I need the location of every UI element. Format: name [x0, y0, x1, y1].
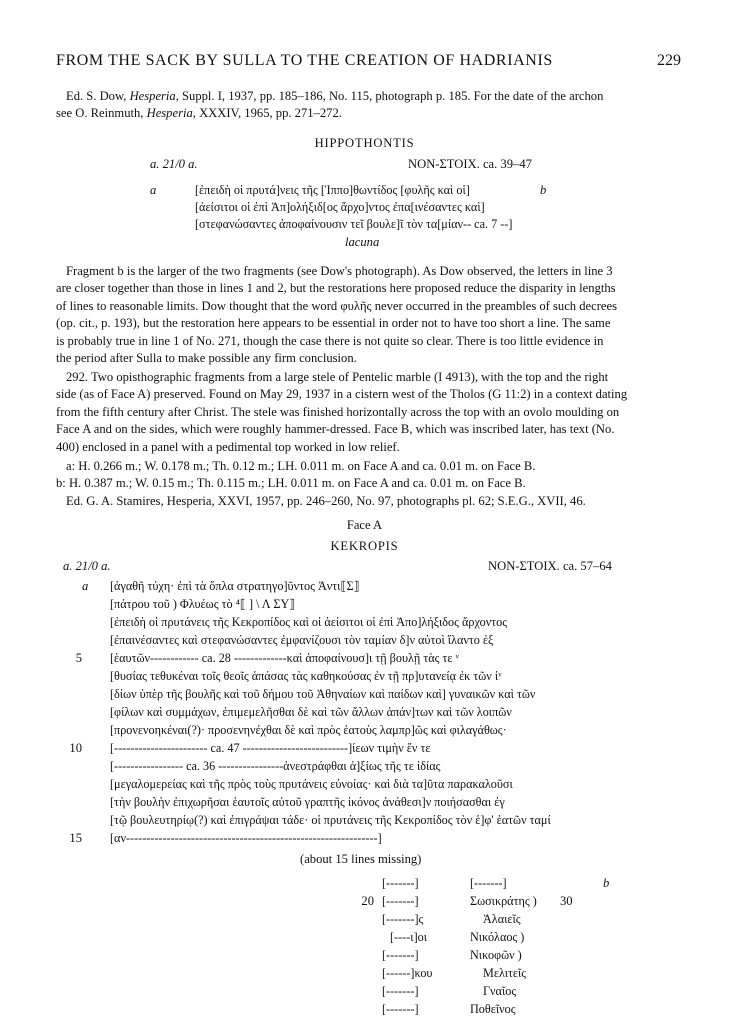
list-item: Μελιτεῖς — [483, 966, 527, 980]
line-number: 30 — [560, 894, 573, 908]
list-item: Γναῖος — [483, 984, 517, 998]
list-item: [-------] — [382, 984, 419, 998]
line-number: 15 — [69, 831, 82, 845]
section-heading-kekropis: KEKROPIS — [330, 539, 399, 553]
inscription-line: [τῷ βουλευτηρίῳ(?) καὶ ἐπιγράψαι τάδε· οἱ πρυτάνεις τῆς Κεκροπίδος τὸν ἑ]φ' ἑατῶν ταμί — [110, 813, 551, 827]
section-heading-hippothontis: HIPPOTHONTIS — [314, 136, 415, 150]
inscription-line: [θυσίας τεθυκέναι τοῖς θεοῖς ἁπάσας τὰς καθηκούσας ἐν τῇ πρ]υτανείᾳ ἐκ τῶν ἰᵛ — [110, 669, 502, 683]
face-heading: Face A — [346, 518, 383, 532]
journal-name: Hesperia — [129, 89, 176, 103]
description-line: from the fifth century after Christ. The stele was finished horizontally across the top with an ovolo moulding on — [56, 404, 620, 419]
commentary-line: Fragment b is the larger of the two fragments (see Dow's photograph). As Dow observed, the letters in line 3 — [66, 264, 613, 278]
list-item: [-------] — [382, 948, 419, 962]
page-number: 229 — [657, 52, 681, 69]
commentary-line: (op. cit., p. 193), but the restoration here appears to be essential in order not to have too short a line. The same — [56, 316, 611, 331]
list-item: [-------] — [382, 894, 419, 908]
description-line: side (as of Face A) preserved. Found on May 29, 1937 in a cistern west of the Tholos (G 11:2) in a context dating — [56, 387, 628, 402]
inscription-date: a. 21/0 a. — [63, 559, 111, 573]
commentary-line: of lines to reasonable limits. Dow thought that the word φυλῆς never occurred in the preambles of such decrees — [56, 298, 618, 313]
inscription-line: [----------------------- ca. 47 --------------------------]ίεων τιμὴν ἔν τε — [110, 741, 431, 755]
description-line: 292. Two opisthographic fragments from a large stele of Pentelic marble (I 4913), with the top and the right — [66, 370, 609, 384]
fragment-label-a: a — [150, 183, 157, 197]
edition-text: Ed. S. Dow, — [66, 89, 130, 103]
inscription-line: [μεγαλομερείας καὶ τῆς πρὸς τοὺς πρυτάνεις εὐνοίας· καὶ διὰ τα]ῦτα παρακαλοῦσι — [110, 777, 513, 791]
edition-text: , XXXIV, 1965, pp. 271–272. — [192, 106, 342, 121]
inscription-line: [δίων ὑπὲρ τῆς βουλῆς καὶ τοῦ δήμου τοῦ Ἀθηναίων καὶ παίδων καὶ] γυναικῶν καὶ τῶν — [110, 687, 536, 701]
edition-text: , Suppl. I, 1937, pp. 185–186, No. 115, photograph p. 185. For the date of the archon — [175, 89, 604, 103]
fragment-label-b: b — [603, 876, 610, 890]
inscription-line: [φίλων καὶ συμμάχων, ἐπιμεμελῆσθαι δὲ καὶ τῶν ἄλλων ἁπάν]των καὶ τῶν λοιπῶν — [110, 705, 512, 719]
inscription-line: [ἀείσιτοι οἱ ἐπὶ Ἀπ]ολήξιδ[ος ἄρχο]ντος ἐπα[ινέσαντες καὶ] — [195, 200, 485, 214]
description-line: Face A and on the sides, which were roughly hammer-dressed. Face B, which was inscribed later, has text (No. — [56, 422, 615, 437]
list-item: Νικοφῶν ) — [470, 948, 522, 962]
measurement-line: a: H. 0.266 m.; W. 0.178 m.; Th. 0.12 m.; LH. 0.011 m. on Face A and ca. 0.01 m. on Face B. — [66, 459, 536, 473]
inscription-line: [πάτρου τοῦ ) Φλυέως τὸ ⁴⟦ ] \ Λ ΣΥ⟧ — [110, 597, 296, 611]
line-number: 20 — [361, 894, 374, 908]
entry-292-description — [56, 369, 671, 456]
commentary-paragraph — [56, 263, 671, 367]
edition-note-top — [56, 88, 671, 123]
measurement-line: b: H. 0.387 m.; W. 0.15 m.; Th. 0.115 m.; LH. 0.011 m. on Face A and ca. 0.01 m. on Face B. — [56, 476, 526, 491]
inscription-line: [ἀγαθῆ τύχη· ἐπὶ τὰ ὅπλα στρατηγο]ῦντος Ἀντι⟦Σ⟧ — [110, 579, 360, 593]
fragment-label-b: b — [540, 183, 547, 197]
list-item: [-------]ς — [382, 912, 424, 926]
line-number: 10 — [69, 741, 82, 755]
fragment-label-a: a — [82, 579, 89, 593]
list-item: [------]κου — [382, 966, 433, 980]
list-item: Ἁλαιεῖς — [483, 912, 521, 926]
commentary-line: are closer together than those in lines 1 and 2, but the restorations here proposed reduce the disparity in lengths — [56, 281, 616, 296]
inscription-line: [τὴν βουλὴν ἐπιχωρῆσαι ἑαυτοῖς αὐτοῦ γραπτῆς ἰκόνος ἀνάθεσι]ν ποιήσασθαι ἐγ — [110, 795, 505, 809]
inscription-line: [ἐπαινέσαντες καὶ στεφανώσαντες ἐμφανίζουσι τὸν ταμίαν δ]ν αὐτοὶ ἵλαντο ἐξ — [110, 633, 494, 647]
list-item: [-------] — [382, 1002, 419, 1016]
list-item: Νικόλαος ) — [470, 930, 525, 944]
running-head — [56, 52, 681, 70]
inscription-line: [ἐπειδὴ οἱ πρυτά]νεις τῆς [Ἱππο]θωντίδος [φυλῆς καὶ οἱ] — [195, 183, 470, 197]
measurements — [56, 458, 671, 493]
inscription-line: [προνενοηκέναι(?)· προσενηνέχθαι δὲ καὶ πρὸς ἑατοὺς λαμπρ]ῶς καὶ φιλαγάθως· — [110, 723, 507, 737]
commentary-line: is probably true in line 1 of No. 271, though the case there is not quite so clear. There is too little evidence in — [56, 333, 604, 348]
edition-text: see O. Reinmuth, — [56, 106, 147, 121]
edition-note-292: Ed. G. A. Stamires, Hesperia, XXVI, 1957, pp. 246–260, No. 97, photographs pl. 62; S.E.G., XVII, 46. — [66, 494, 586, 508]
inscription-line: [στεφανώσαντες ἀποφαίνουσιν τεῖ βουλε]ῖ τὸν τα[μίαν-- ca. 7 --] — [195, 217, 513, 231]
stoich-note: NON-ΣΤΟΙΧ. ca. 57–64 — [488, 559, 612, 573]
lacuna-note: lacuna — [345, 235, 380, 249]
journal-name: Hesperia — [146, 106, 193, 121]
list-item: Σωσικράτης ) — [470, 894, 537, 908]
list-item: [-------] — [470, 876, 507, 890]
list-item: [----ι]οι — [390, 930, 428, 944]
list-item: [-------] — [382, 876, 419, 890]
description-line: 400) enclosed in a panel with a pedimental top worked in low relief. — [56, 439, 400, 454]
commentary-line: the period after Sulla to make possible any firm conclusion. — [56, 351, 357, 366]
line-number: 5 — [75, 651, 82, 665]
inscription-line: [ἐπειδὴ οἱ πρυτάνεις τῆς Κεκροπίδος καὶ οἱ ἀείσιτοι οἱ ἐπὶ Ἀπο]λήξιδος ἄρχοντος — [110, 615, 508, 629]
inscription-line: [αν--------------------------------------------------------------] — [110, 831, 382, 845]
inscription-date: a. 21/0 a. — [150, 157, 198, 171]
stoich-note: NON-ΣΤΟΙΧ. ca. 39–47 — [408, 157, 532, 171]
list-item: Ποθεῖνος — [470, 1002, 516, 1016]
inscription-line: [ἑαυτῶν------------ ca. 28 -------------καὶ ἀποφαίνουσ]ι τῇ βουλῇ τὰς τε ᵛ — [110, 651, 460, 665]
running-head-title: FROM THE SACK BY SULLA TO THE CREATION OF HADRIANIS — [56, 52, 553, 69]
missing-lines-note: (about 15 lines missing) — [300, 852, 422, 866]
inscription-line: [----------------- ca. 36 ----------------ἀνεστράφθαι ἀ]ξίως τῆς τε ἰδίας — [110, 759, 441, 773]
